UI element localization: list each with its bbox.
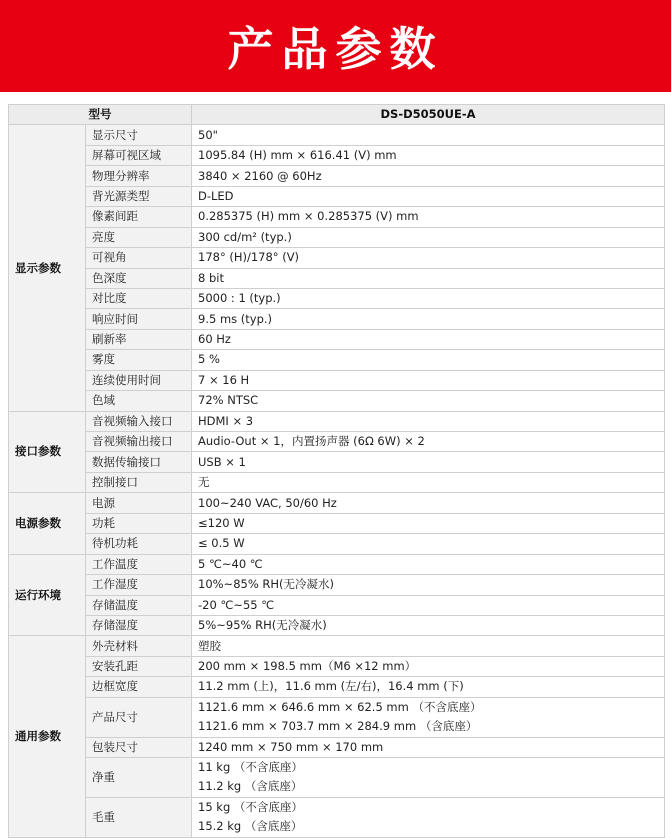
spec-label: 显示尺寸 — [86, 125, 192, 145]
spacer — [0, 92, 671, 104]
spec-label: 净重 — [86, 758, 192, 798]
spec-label: 包装尺寸 — [86, 737, 192, 757]
page-title: 产品参数 — [227, 22, 444, 76]
spec-value — [192, 797, 665, 837]
spec-label: 待机功耗 — [86, 534, 192, 554]
spec-label: 数据传输接口 — [86, 452, 192, 472]
spec-label: 工作温度 — [86, 554, 192, 574]
spec-label: 色深度 — [86, 268, 192, 288]
table-row — [9, 350, 665, 370]
spec-value: 11.2 mm (上)，11.6 mm (左/右)，16.4 mm (下) — [192, 677, 665, 697]
spec-value: -20 ℃~55 ℃ — [192, 595, 665, 615]
spec-label: 工作湿度 — [86, 575, 192, 595]
table-row — [9, 737, 665, 757]
spec-label: 连续使用时间 — [86, 370, 192, 390]
spec-label: 功耗 — [86, 513, 192, 533]
spec-value-line: 11 kg （不含底座） — [198, 760, 303, 775]
table-row — [9, 615, 665, 635]
spec-value: ≤120 W — [192, 513, 665, 533]
spec-table-body — [9, 125, 665, 837]
spec-label: 产品尺寸 — [86, 697, 192, 737]
spec-value: Audio-Out × 1，内置扬声器 (6Ω 6W) × 2 — [192, 432, 665, 452]
spec-label: 色域 — [86, 391, 192, 411]
table-row — [9, 411, 665, 431]
table-row — [9, 432, 665, 452]
title-banner — [0, 0, 671, 92]
table-row — [9, 656, 665, 676]
spec-value: D-LED — [192, 186, 665, 206]
spec-label: 物理分辨率 — [86, 166, 192, 186]
table-row — [9, 554, 665, 574]
spec-value-line: 15 kg （不含底座） — [198, 799, 303, 814]
spec-table — [8, 104, 665, 838]
table-row — [9, 595, 665, 615]
spec-value: 3840 × 2160 @ 60Hz — [192, 166, 665, 186]
spec-label: 背光源类型 — [86, 186, 192, 206]
spec-label: 雾度 — [86, 350, 192, 370]
table-row — [9, 677, 665, 697]
table-row — [9, 248, 665, 268]
table-row — [9, 391, 665, 411]
spec-value: 无 — [192, 472, 665, 492]
spec-value: 5000 : 1 (typ.) — [192, 288, 665, 308]
spec-value: HDMI × 3 — [192, 411, 665, 431]
table-row — [9, 370, 665, 390]
spec-label: 存储湿度 — [86, 615, 192, 635]
category-cell: 电源参数 — [9, 493, 86, 554]
table-header-row — [9, 105, 665, 125]
spec-label: 亮度 — [86, 227, 192, 247]
table-row — [9, 575, 665, 595]
spec-label: 屏幕可视区域 — [86, 145, 192, 165]
spec-value: 60 Hz — [192, 329, 665, 349]
table-row — [9, 268, 665, 288]
table-row — [9, 145, 665, 165]
table-row — [9, 309, 665, 329]
spec-value: 300 cd/m² (typ.) — [192, 227, 665, 247]
spec-value: ≤ 0.5 W — [192, 534, 665, 554]
spec-value-line: 11.2 kg （含底座） — [198, 779, 303, 794]
spec-value: 0.285375 (H) mm × 0.285375 (V) mm — [192, 207, 665, 227]
spec-value: 50" — [192, 125, 665, 145]
table-row — [9, 636, 665, 656]
spec-value-line: 1121.6 mm × 646.6 mm × 62.5 mm （不含底座） — [198, 699, 482, 714]
spec-value: 塑胶 — [192, 636, 665, 656]
table-row — [9, 288, 665, 308]
table-row — [9, 534, 665, 554]
spec-value: 72% NTSC — [192, 391, 665, 411]
spec-value: 5 ℃~40 ℃ — [192, 554, 665, 574]
spec-label: 边框宽度 — [86, 677, 192, 697]
table-row — [9, 166, 665, 186]
table-row — [9, 513, 665, 533]
spec-label: 电源 — [86, 493, 192, 513]
table-row — [9, 493, 665, 513]
table-row — [9, 186, 665, 206]
spec-label: 响应时间 — [86, 309, 192, 329]
spec-value-line: 15.2 kg （含底座） — [198, 819, 303, 834]
spec-label: 安装孔距 — [86, 656, 192, 676]
spec-label: 外壳材料 — [86, 636, 192, 656]
spec-value: 5 % — [192, 350, 665, 370]
table-row — [9, 329, 665, 349]
spec-label: 刷新率 — [86, 329, 192, 349]
spec-label: 存储温度 — [86, 595, 192, 615]
spec-value-line: 1121.6 mm × 703.7 mm × 284.9 mm （含底座） — [198, 719, 478, 734]
table-row — [9, 125, 665, 145]
spec-label: 毛重 — [86, 797, 192, 837]
spec-value: 10%~85% RH(无冷凝水) — [192, 575, 665, 595]
spec-value: 8 bit — [192, 268, 665, 288]
spec-label: 控制接口 — [86, 472, 192, 492]
spec-label: 像素间距 — [86, 207, 192, 227]
table-row — [9, 227, 665, 247]
header-model-value: DS-D5050UE-A — [192, 105, 665, 125]
spec-label: 音视频输入接口 — [86, 411, 192, 431]
spec-value — [192, 697, 665, 737]
table-row — [9, 472, 665, 492]
category-cell: 接口参数 — [9, 411, 86, 493]
spec-value: 1095.84 (H) mm × 616.41 (V) mm — [192, 145, 665, 165]
spec-label: 对比度 — [86, 288, 192, 308]
spec-value: 5%~95% RH(无冷凝水) — [192, 615, 665, 635]
category-cell: 通用参数 — [9, 636, 86, 837]
spec-value: 7 × 16 H — [192, 370, 665, 390]
header-model-label: 型号 — [9, 105, 192, 125]
table-row — [9, 452, 665, 472]
spec-value: 178° (H)/178° (V) — [192, 248, 665, 268]
spec-value: 100~240 VAC, 50/60 Hz — [192, 493, 665, 513]
table-row — [9, 207, 665, 227]
category-cell: 显示参数 — [9, 125, 86, 411]
spec-value: 9.5 ms (typ.) — [192, 309, 665, 329]
spec-value: USB × 1 — [192, 452, 665, 472]
spec-value — [192, 758, 665, 798]
spec-label: 可视角 — [86, 248, 192, 268]
spec-value: 1240 mm × 750 mm × 170 mm — [192, 737, 665, 757]
spec-value: 200 mm × 198.5 mm（M6 ×12 mm） — [192, 656, 665, 676]
spec-label: 音视频输出接口 — [86, 432, 192, 452]
category-cell: 运行环境 — [9, 554, 86, 636]
